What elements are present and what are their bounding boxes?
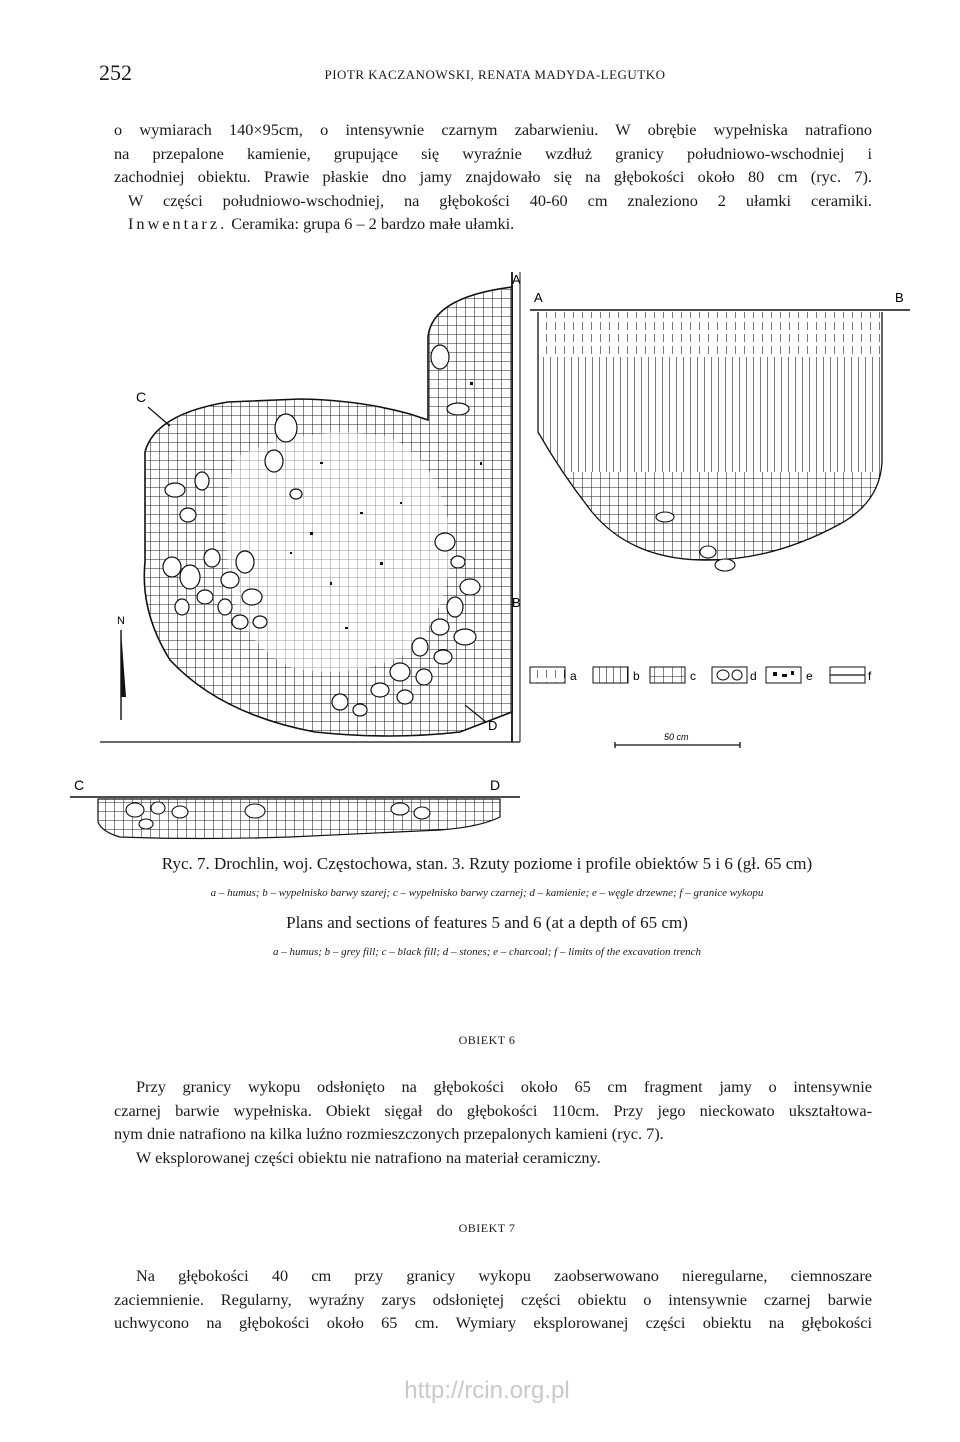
- stone: [715, 559, 735, 571]
- text-line: na przepalone kamienie, grupujące się wyraźnie wzdłuż granicy południowo-wschodniej i: [114, 143, 872, 163]
- stone: [253, 616, 267, 628]
- north-arrow: [117, 615, 126, 720]
- legend-key: f: [868, 669, 872, 683]
- stone: [275, 414, 297, 442]
- label-b-section: B: [895, 290, 904, 305]
- legend-key: b: [633, 669, 640, 683]
- text-line: W eksplorowanej części obiektu nie natrafiono na materiał ceramiczny.: [136, 1147, 601, 1167]
- stone: [371, 683, 389, 697]
- label-b-plan: B: [512, 595, 521, 610]
- stone: [180, 565, 200, 589]
- inventory-label: Inwentarz.: [128, 214, 228, 234]
- stone: [656, 512, 674, 522]
- label-d-plan: D: [488, 718, 498, 733]
- stone: [245, 804, 265, 818]
- stone: [431, 619, 449, 635]
- stone: [447, 597, 463, 617]
- label-d-section: D: [490, 777, 501, 793]
- stone: [397, 690, 413, 704]
- stone: [175, 599, 189, 615]
- stone: [218, 599, 232, 615]
- stone: [290, 489, 302, 499]
- label-n: N: [117, 615, 125, 627]
- stone: [165, 483, 185, 497]
- legend-key: c: [690, 669, 696, 683]
- stone: [390, 663, 410, 681]
- section-line-c: [148, 407, 170, 426]
- stone: [151, 802, 165, 814]
- figure-legend: [530, 667, 872, 683]
- text-line: zachodniej obiektu. Prawie płaskie dno jamy znajdowało się na głębokości około 80 cm (ryc. 7).: [114, 167, 872, 187]
- stone: [454, 629, 476, 645]
- stone: [242, 589, 262, 605]
- obiekt-6-paragraph: [114, 1075, 872, 1169]
- figure-caption-pl: Ryc. 7. Drochlin, woj. Częstochowa, stan. 3. Rzuty poziome i profile obiektów 5 i 6 (gł. 65 cm): [161, 854, 813, 873]
- figure-legend-pl: a – humus; b – wypełnisko barwy szarej; c – wypełnisko barwy czarnej; d – kamienie; e – węgle drzewne; f – granice wykopu: [210, 887, 764, 899]
- intro-paragraph: [114, 118, 872, 236]
- stone: [204, 549, 220, 567]
- stone: [221, 572, 239, 588]
- section-heading-obiekt-7: OBIEKT 7: [458, 1221, 516, 1235]
- black-fill-area: [140, 282, 520, 752]
- text-line: Przy granicy wykopu odsłonięto na głębokości około 65 cm fragment jamy o intensywnie: [136, 1077, 872, 1096]
- label-c-plan: C: [136, 389, 147, 405]
- text-line: uchwycono na głębokości około 65 cm. Wymiary eksplorowanej części obiektu na głębokości: [114, 1313, 872, 1333]
- obiekt-7-paragraph: [114, 1264, 872, 1335]
- figure-legend-en: a – humus; b – grey fill; c – black fill; d – stones; e – charcoal; f – limits of the excavation trench: [273, 946, 701, 958]
- page-number: 252: [99, 60, 132, 85]
- plan-view: [100, 272, 521, 752]
- legend-key: d: [750, 669, 757, 683]
- scale-label: 50 cm: [664, 732, 689, 742]
- text-line: zaciemnienie. Regularny, wyraźny zarys odsłoniętej części obiektu o intensywnie czarnej barwie: [114, 1289, 872, 1309]
- stone: [332, 694, 348, 710]
- stone: [163, 557, 181, 577]
- stone: [197, 590, 213, 604]
- text-line: czarnej barwie wypełniska. Obiekt sięgał do głębokości 110cm. Przy jego nieckowato ukształtowa-: [114, 1100, 872, 1120]
- stone: [416, 669, 432, 685]
- scale-bar: [615, 732, 740, 748]
- label-c-section: C: [74, 777, 85, 793]
- stone: [460, 579, 480, 595]
- figure-caption-en: Plans and sections of features 5 and 6 (at a depth of 65 cm): [286, 913, 688, 932]
- stone: [265, 450, 283, 472]
- stone: [232, 615, 248, 629]
- stone: [353, 704, 367, 716]
- section-c-d: [70, 777, 520, 839]
- inventory-text: Ceramika: grupa 6 – 2 bardzo małe ułamki.: [227, 214, 515, 234]
- stone: [451, 556, 465, 568]
- stone: [434, 650, 452, 664]
- label-a-top: A: [512, 272, 521, 287]
- inventory-line: [114, 212, 872, 236]
- stone: [172, 806, 188, 818]
- stone: [412, 638, 428, 656]
- stone: [195, 472, 209, 490]
- text-line: Na głębokości 40 cm przy granicy wykopu zaobserwowano nieregularne, ciemnoszare: [136, 1266, 872, 1285]
- stone: [435, 533, 455, 551]
- stone: [391, 803, 409, 815]
- stone: [700, 546, 716, 558]
- stone: [414, 807, 430, 819]
- stone: [431, 345, 449, 369]
- stone: [139, 819, 153, 829]
- watermark: http://rcin.org.pl: [404, 1377, 570, 1404]
- label-a-section: A: [534, 290, 543, 305]
- running-head: PIOTR KACZANOWSKI, RENATA MADYDA-LEGUTKO: [324, 67, 666, 82]
- text-line: o wymiarach 140×95cm, o intensywnie czarnym zabarwieniu. W obrębie wypełniska natrafiono: [114, 120, 872, 139]
- stone: [180, 508, 196, 522]
- stone: [126, 803, 144, 817]
- section-heading-obiekt-6: OBIEKT 6: [458, 1033, 516, 1047]
- text-line: nym dnie natrafiono na kilka luźno rozmieszczonych przepalonych kamieni (ryc. 7).: [114, 1124, 664, 1144]
- section-a-b: [530, 290, 910, 572]
- legend-key: a: [570, 669, 577, 683]
- legend-key: e: [806, 669, 813, 683]
- stone: [236, 551, 254, 573]
- stone: [447, 403, 469, 415]
- figure-plans-sections: [60, 262, 910, 852]
- text-line: W części południowo-wschodniej, na głębokości 40-60 cm znaleziono 2 ułamki ceramiki.: [128, 190, 872, 210]
